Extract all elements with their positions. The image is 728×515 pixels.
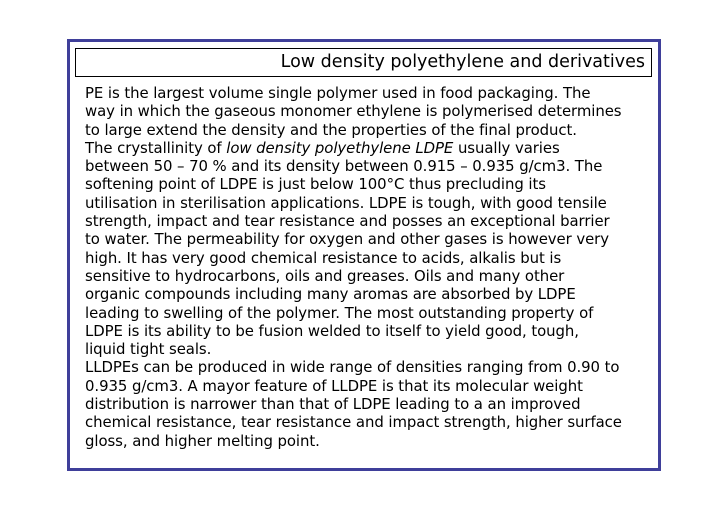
text-line (85, 212, 655, 230)
text-line-content: PE is the largest volume single polymer used in food packaging. The (85, 84, 591, 102)
text-line (85, 358, 655, 376)
text-line-content: strength, impact and tear resistance and posses an exceptional barrier (85, 212, 610, 231)
italic-term: low density polyethylene LDPE (226, 138, 454, 157)
text-line-content: to water. The permeability for oxygen and other gases is however very (85, 230, 609, 249)
text-line-content: leading to swelling of the polymer. The most outstanding property of (85, 303, 594, 322)
text-line-content: utilisation in sterilisation applications. LDPE is tough, with good tensile (85, 193, 607, 212)
text-line (85, 102, 655, 120)
text-line (85, 377, 655, 395)
text-line (85, 285, 655, 303)
text-line (85, 395, 655, 413)
text-line-content: high. It has very good chemical resistance to acids, alkalis but is (85, 248, 562, 267)
text-line (85, 413, 655, 431)
text-line-content: LDPE is its ability to be fusion welded to itself to yield good, tough, (85, 321, 579, 340)
text-line (85, 230, 655, 248)
text-line (85, 267, 655, 285)
slide-frame (67, 39, 661, 471)
text-line (85, 121, 655, 139)
text-line (85, 139, 655, 157)
text-line (85, 175, 655, 193)
text-line (85, 249, 655, 267)
text-line-content: gloss, and higher melting point. (85, 431, 320, 450)
title-box (75, 48, 652, 77)
text-line-content: distribution is narrower than that of LDPE leading to a an improved (85, 395, 581, 414)
text-line-content: usually varies (453, 138, 560, 157)
text-line-content: organic compounds including many aromas are absorbed by LDPE (85, 285, 576, 304)
text-line-content: The crystallinity of (85, 138, 227, 157)
text-line (85, 432, 655, 450)
text-line (85, 194, 655, 212)
text-line-content: to large extend the density and the properties of the final product. (85, 120, 577, 139)
text-line-content: softening point of LDPE is just below 100°C thus precluding its (85, 175, 546, 194)
text-line (85, 322, 655, 340)
text-line (85, 157, 655, 175)
body-text (85, 84, 655, 450)
text-line-content: between 50 – 70 % and its density between 0.915 – 0.935 g/cm3. The (85, 157, 603, 176)
text-line-content: LLDPEs can be produced in wide range of densities ranging from 0.90 to (85, 358, 620, 377)
text-line-content: 0.935 g/cm3. A mayor feature of LLDPE is that its molecular weight (85, 376, 583, 395)
text-line (85, 304, 655, 322)
text-line (85, 340, 655, 358)
text-line-content: liquid tight seals. (85, 340, 212, 359)
text-line-content: chemical resistance, tear resistance and impact strength, higher surface (85, 413, 622, 432)
text-line-content: way in which the gaseous monomer ethylene is polymerised determines (85, 102, 622, 121)
text-line (85, 84, 655, 102)
slide-title: Low density polyethylene and derivatives (280, 52, 645, 72)
text-line-content: sensitive to hydrocarbons, oils and greases. Oils and many other (85, 266, 565, 285)
